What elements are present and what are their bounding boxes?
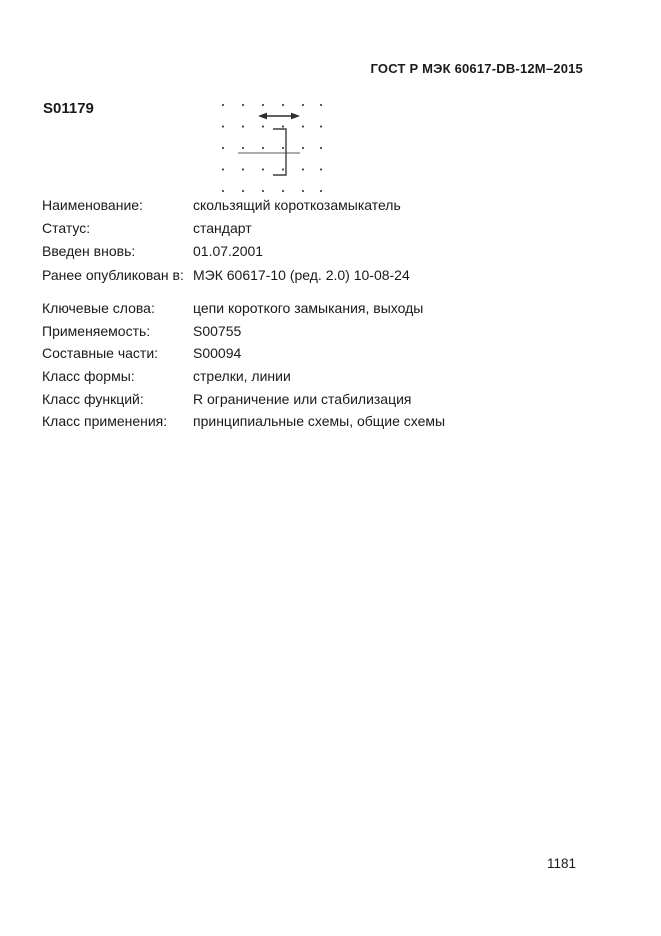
page-number: 1181 <box>547 856 577 871</box>
field-row <box>42 320 621 343</box>
field-label: Ранее опубликован в: <box>42 266 184 283</box>
field-label: Класс функций: <box>42 390 144 407</box>
document-header: ГОСТ Р МЭК 60617-DB-12M–2015 <box>370 61 583 76</box>
field-row <box>42 342 621 365</box>
field-value: S00094 <box>193 345 242 362</box>
grid-dots <box>222 104 322 192</box>
field-group-extra <box>42 297 621 433</box>
field-label: Введен вновь: <box>42 243 136 260</box>
field-row <box>42 387 621 410</box>
field-value: скользящий короткозамыкатель <box>193 196 401 213</box>
field-row <box>42 365 621 388</box>
field-row <box>42 240 621 263</box>
field-label: Наименование: <box>42 196 143 213</box>
field-row <box>42 193 621 216</box>
field-label: Статус: <box>42 219 91 236</box>
symbol-diagram <box>218 98 328 198</box>
field-value: стрелки, линии <box>193 368 291 385</box>
symbol-id: S01179 <box>43 100 94 117</box>
field-value: принципиальные схемы, общие схемы <box>193 413 446 430</box>
field-row <box>42 263 621 286</box>
double-arrow-icon <box>258 113 300 120</box>
field-value: S00755 <box>193 322 242 339</box>
field-value: стандарт <box>193 219 252 236</box>
field-label: Применяемость: <box>42 322 151 339</box>
field-row <box>42 216 621 239</box>
field-value: МЭК 60617-10 (ред. 2.0) 10-08-24 <box>193 266 410 283</box>
field-row <box>42 297 621 320</box>
slide-contact-bracket <box>273 129 286 175</box>
field-row <box>42 410 621 433</box>
field-value: R ограничение или стабилизация <box>193 390 412 407</box>
field-label: Составные части: <box>42 345 159 362</box>
field-group-main <box>42 193 621 286</box>
field-value: цепи короткого замыкания, выходы <box>193 300 424 317</box>
field-label: Класс применения: <box>42 413 168 430</box>
field-label: Ключевые слова: <box>42 300 155 317</box>
field-label: Класс формы: <box>42 368 135 385</box>
field-value: 01.07.2001 <box>193 243 264 260</box>
